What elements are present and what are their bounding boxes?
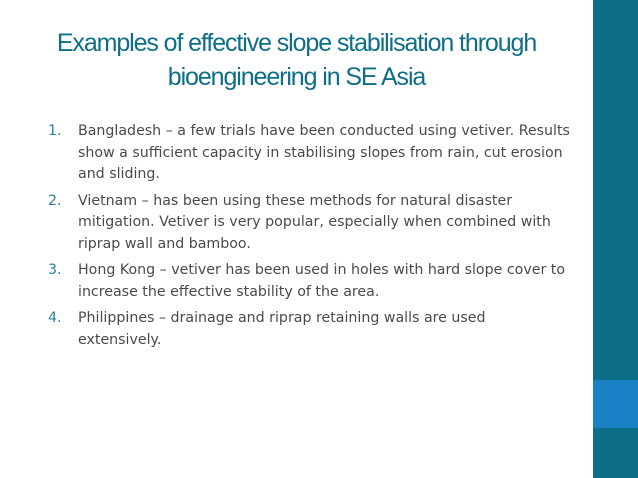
bullet-list [48,121,573,356]
list-item-number: 3. [48,262,62,278]
list-item [48,191,573,256]
list-item-number: 4. [48,310,62,326]
list-item [48,260,573,303]
list-item-text: Bangladesh – a few trials have been conducted using vetiver. Results show a sufficient capacity in stabilising slopes from rain, cut erosion and sliding. [78,123,570,182]
list-item [48,308,573,351]
list-item-text: Philippines – drainage and riprap retaining walls are used extensively. [78,310,486,348]
slide-title [20,26,573,94]
list-item-number: 1. [48,123,62,139]
list-item [48,121,573,186]
slide-title-line-2: bioengineering in SE Asia [167,63,426,91]
list-item-text: Hong Kong – vetiver has been used in holes with hard slope cover to increase the effective stability of the area. [78,262,566,300]
slide-title-line-1: Examples of effective slope stabilisation through [56,29,537,57]
list-item-number: 2. [48,192,62,209]
list-item-text: Vietnam – has been using these methods for natural disaster mitigation. Vetiver is very popular, especially when combined with riprap wall and bamboo. [78,192,551,252]
side-accent-block [593,380,638,428]
